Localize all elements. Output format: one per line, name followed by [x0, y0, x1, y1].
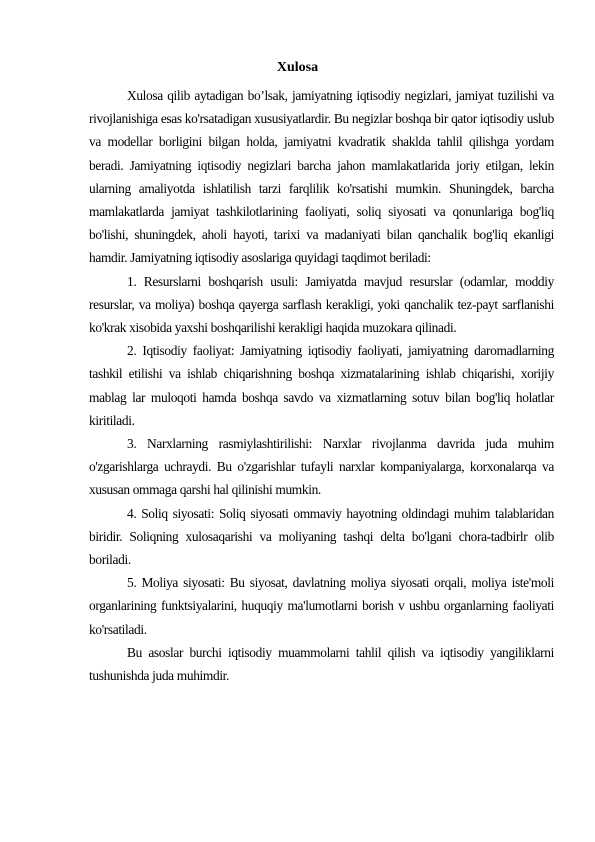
- list-item-economic-activity: 2. Iqtisodiy faoliyat: Jamiyatning iqtisodiy faoliyati, jamiyatning daromadlarning tashkil etilishi va ishlab chiqarishning boshqa xizmatalarining ishlab chiqarishi, xorijiy mablag lar muloqoti hamda boshqa savdo va xizmatlarning sotuv bilan bog'liq holatlar kiritiladi.: [89, 343, 554, 428]
- closing-paragraph: Bu asoslar burchi iqtisodiy muammolarni tahlil qilish va iqtisodiy yangiliklarni tushunishda juda muhimdir.: [89, 644, 554, 684]
- document-title: Xulosa: [276, 60, 319, 75]
- list-item-pricing: 3. Narxlarning rasmiylashtirilishi: Narxlar rivojlanma davrida juda muhim o'zgarishlarga uchraydi. Bu o'zgarishlar tufayli narxlar kompaniyalarga, korxonalarqa va xususan ommaga qarshi hal qilinishi mumkin.: [89, 436, 554, 498]
- document-body: [89, 84, 554, 687]
- list-item-resources: 1. Resurslarni boshqarish usuli: Jamiyatda mavjud resurslar (odamlar, moddiy resurslar, va moliya) boshqa qayerga sarflash kerakligi, yoki qanchalik tez-payt sarflanishi ko'krak xisobida yaxshi boshqarilishi kerakligi haqida muzokara qilinadi.: [89, 273, 554, 336]
- list-item-tax-policy: 4. Soliq siyosati: Soliq siyosati ommaviy hayotning oldindagi muhim talablaridan biridir. Soliqning xulosaqarishi va moliyaning tashqi delta bo'lgani chora-tadbirlr olib boriladi.: [89, 505, 554, 568]
- intro-paragraph: Xulosa qilib aytadigan bo’lsak, jamiyatning iqtisodiy negizlari, jamiyat tuzilishi va rivojlanishiga esas ko'rsatadigan xususiyatlardir. Bu negizlar boshqa bir qator iqtisodiy uslub va modellar borligini bilgan holda, jamiyatni kvadratik shaklda tahlil qilishga yordam beradi. Jamiyatning iqtisodiy negizlari barcha jahon mamlakatlarida joriy etilgan, lekin ularning amaliyotda ishlatilish tarzi farqlilik ko'rsatishi mumkin. Shuningdek, barcha mamlakatlarda jamiyat tashkilotlarining faoliyati, soliq siyosati va qonunlariga bog'liq bo'lishi, shuningdek, aholi hayoti, tarixi va madaniyati bilan qanchalik bog'liq ekanligi hamdir. Jamiyatning iqtisodiy asoslariga quyidagi taqdimot beriladi:: [89, 88, 554, 266]
- list-item-finance-policy: 5. Moliya siyosati: Bu siyosat, davlatning moliya siyosati orqali, moliya iste'moli organlarining funktsiyalarini, huquqiy ma'lumotlarni borish v ushbu organlarning faoliyati ko'rsatiladi.: [89, 575, 554, 637]
